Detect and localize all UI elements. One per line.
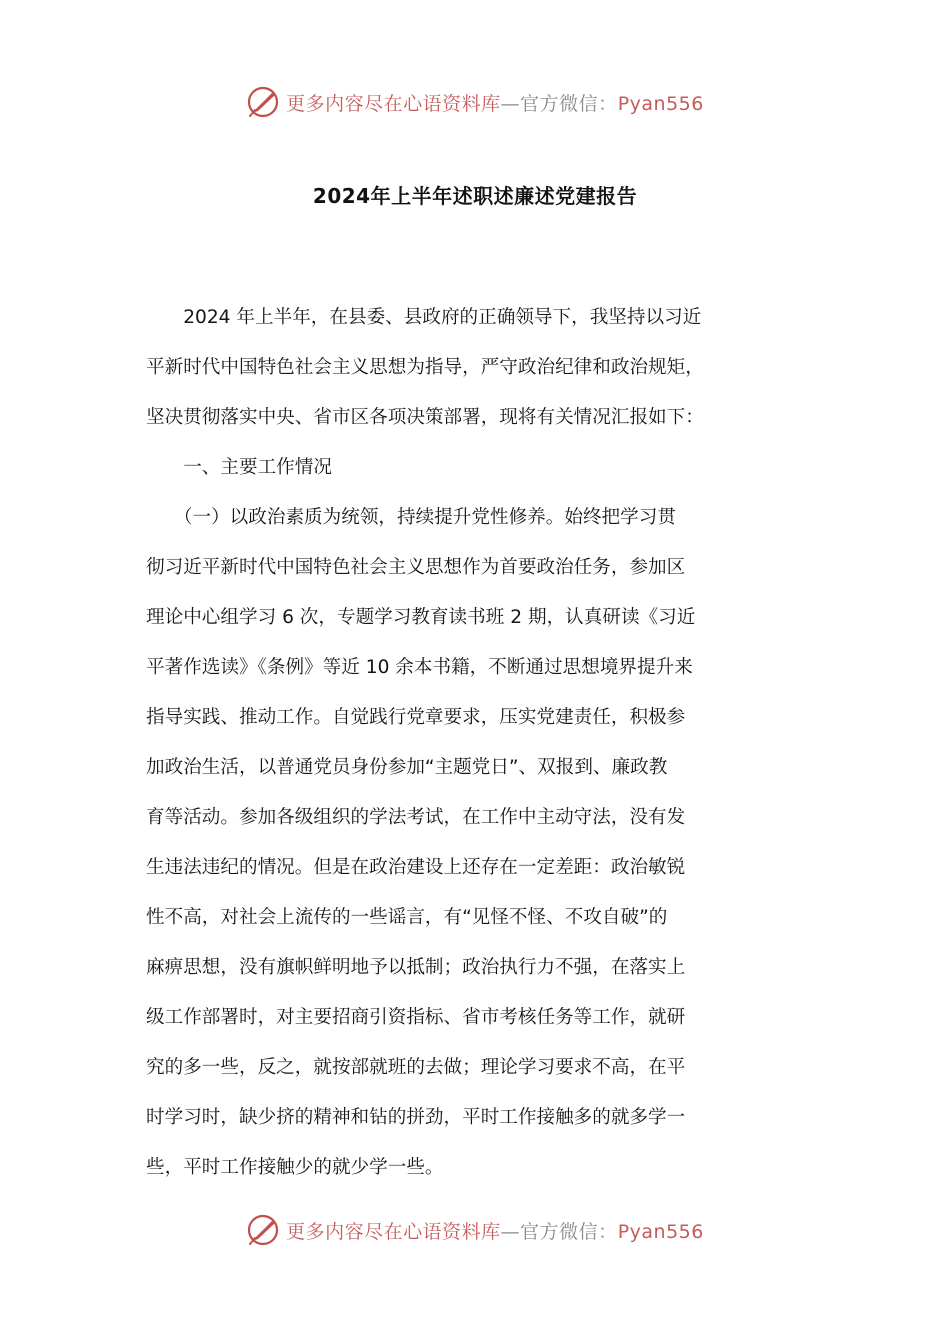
watermark-text bbox=[286, 1217, 704, 1244]
body-text-line: 麻痹思想，没有旗帜鲜明地予以抵制；政治执行力不强，在落实上 bbox=[146, 957, 686, 978]
watermark-text bbox=[286, 89, 704, 116]
watermark-red-text: 更多内容尽在心语资料库 bbox=[286, 92, 501, 115]
body-text-line: 生违法违纪的情况。但是在政治建设上还存在一定差距：政治敏锐 bbox=[146, 857, 686, 878]
body-text-line: 性不高，对社会上流传的一些谣言，有“见怪不怪、不攻自破”的 bbox=[146, 907, 668, 928]
document-body bbox=[146, 293, 810, 1193]
body-text-line: 彻习近平新时代中国特色社会主义思想作为首要政治任务，参加区 bbox=[146, 557, 686, 578]
watermark-dash: — bbox=[500, 92, 521, 115]
body-text-line: 时学习时，缺少挤的精神和钻的拼劲，平时工作接触多的就多学一 bbox=[146, 1107, 686, 1128]
body-text-line: 理论中心组学习 6 次，专题学习教育读书班 2 期，认真研读《习近 bbox=[146, 607, 696, 628]
watermark-gray-text: 官方微信： bbox=[520, 1220, 618, 1243]
watermark-gray-text: 官方微信： bbox=[520, 92, 618, 115]
body-text-line: 2024 年上半年，在县委、县政府的正确领导下，我坚持以习近 bbox=[146, 307, 702, 328]
body-text-line: 平新时代中国特色社会主义思想为指导，严守政治纪律和政治规矩， bbox=[146, 357, 704, 378]
body-text-line: 一、主要工作情况 bbox=[146, 457, 332, 478]
body-text-line: 究的多一些，反之，就按部就班的去做；理论学习要求不高，在平 bbox=[146, 1057, 686, 1078]
body-text-line: 些，平时工作接触少的就少学一些。 bbox=[146, 1157, 444, 1178]
watermark-red-text: 更多内容尽在心语资料库 bbox=[286, 1220, 501, 1243]
quill-logo-icon bbox=[246, 85, 280, 119]
document-title: 2024年上半年述职述廉述党建报告 bbox=[312, 184, 638, 208]
quill-logo-icon bbox=[246, 1213, 280, 1247]
watermark-code: Pyan556 bbox=[617, 1220, 704, 1243]
body-text-line: 坚决贯彻落实中央、省市区各项决策部署，现将有关情况汇报如下： bbox=[146, 407, 704, 428]
body-text-line: 平著作选读》《条例》等近 10 余本书籍，不断通过思想境界提升来 bbox=[146, 657, 693, 678]
body-text-line: 指导实践、推动工作。自觉践行党章要求，压实党建责任，积极参 bbox=[146, 707, 686, 728]
body-text-line: 加政治生活，以普通党员身份参加“主题党日”、双报到、廉政教 bbox=[146, 757, 668, 778]
watermark-dash: — bbox=[500, 1220, 521, 1243]
body-text-line: 育等活动。参加各级组织的学法考试，在工作中主动守法，没有发 bbox=[146, 807, 686, 828]
body-text-line: 级工作部署时，对主要招商引资指标、省市考核任务等工作，就研 bbox=[146, 1007, 686, 1028]
watermark-footer bbox=[0, 1210, 950, 1250]
watermark-code: Pyan556 bbox=[617, 92, 704, 115]
watermark-header bbox=[0, 82, 950, 122]
body-text-line: （一）以政治素质为统领，持续提升党性修养。始终把学习贯 bbox=[146, 507, 676, 528]
